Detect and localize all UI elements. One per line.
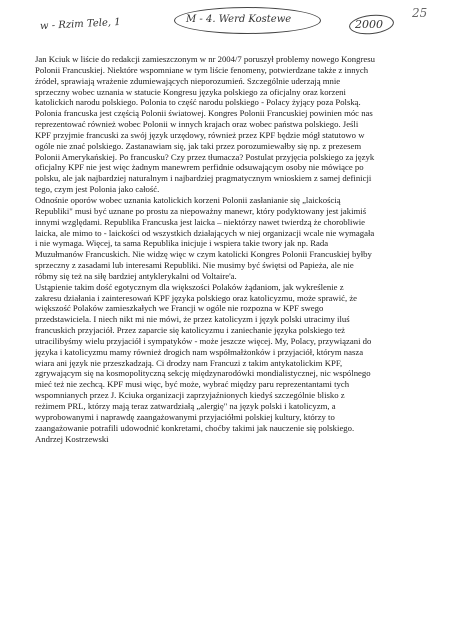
letter-line: wiara ani język nie przeszkadzają. Ci drodzy nam Francuzi z takim antykatolickim KPF,	[35, 357, 343, 368]
handwritten-page-number: 25	[412, 6, 428, 20]
letter-line: wyprobowanymi i naprawdę zaangażowanymi przyjaciółmi polskiej kultury, którzy to	[35, 411, 335, 422]
letter-line: języka i katolicyzmu mamy również drogich nam współmałżonków i przyjaciół, którym nasza	[35, 346, 364, 357]
letter-line: i nie wymaga. Więcej, ta sama Republika inicjuje i wspiera takie twory jak np. Rada	[35, 238, 329, 249]
letter-line: Polonii Amerykańskiej. Po francusku? Czy przez tłumacza? Postulat przyjęcia polskiego za język	[35, 151, 375, 162]
letter-line: Polonii Francuskiej. Niektóre wspomniane w tym liście fenomeny, potwierdzane także z innych	[35, 64, 369, 75]
letter-line: Republiki" musi być uznane po prostu za niepoważny manewr, który podyktowany jest jakimiś	[35, 205, 367, 216]
letter-line: oficjalny KPF nie jest więc żadnym manewrem perfidnie odsuwającym osoby nie mówiące po	[35, 162, 364, 173]
letter-line: źródeł, sprawiają wrażenie zdumiewających nieporozumień. Szczególnie uderzają mnie	[35, 75, 341, 86]
letter-line: zaangażowanie potrafili udowodnić konkretami, choćby takimi jak nauczenie się polskiego.	[35, 422, 355, 433]
letter-line: przedstawiciela. I niech nikt mi nie mówi, że przez katolicyzm i język polski utracimy iluś	[35, 314, 350, 325]
letter-line: utracilibyśmy wielu przyjaciół i sympatyków - może jeszcze więcej. My, Polacy, przywiązani do	[35, 335, 372, 346]
letter-line: Odnośnie oporów wobec uznania katolickich korzeni Polonii zasłanianie się „laickością	[35, 194, 341, 205]
letter-body	[35, 54, 430, 444]
letter-line: katolickich narodu polskiego. Polonia to część narodu polskiego - Polacy żyjący poza Polską.	[35, 97, 361, 108]
letter-line: reprezentować również wobec Polonii w innych krajach oraz wobec państwa polskiego. Jeśli	[35, 119, 359, 130]
letter-line: zakresu działania i zainteresowań KPF języka polskiego oraz katolicyzmu, może sprawić, że	[35, 292, 358, 303]
letter-line: KPF przyjmie francuski za swój język urzędowy, również przez KPF będzie mógł statutowo w	[35, 129, 365, 140]
letter-line: innymi względami. Republika Francuska jest laicka – niektórzy nawet twierdzą że chorobliwie	[35, 216, 366, 227]
letter-line: zgrywającym się na kosmopolityczną sekcję międzynarodówki mondialistycznej, nic wspólnego	[35, 368, 371, 379]
letter-line: reżimem PRL, którzy mają teraz zatwardziałą „alergię" na język polski i katolicyzm, a	[35, 401, 336, 411]
letter-line: róbmy się też na siłę bardziej antyklerykalni od Voltaire'a.	[35, 270, 237, 281]
letter-line: Andrzej Kostrzewski	[35, 433, 109, 444]
letter-line: mieć też nie zechcą. KPF musi więc, być może, wybrać między paru reprezentantami tych	[35, 379, 350, 390]
letter-line: sprzeczny z zasadami lub interesami Republiki. Nie musimy być świętsi od Papieża, ale nie	[35, 260, 354, 271]
handwritten-source-note: w - Rzim Tele, 1	[39, 16, 121, 33]
handwritten-date-author-note: M - 4. Werd Kostewe	[186, 14, 292, 25]
letter-line: większość Polaków zamieszkałych we Francji w ogóle nie rozpozna w KPF swego	[35, 303, 324, 314]
letter-line: wspomnianych przez J. Kciuka organizacji zaprzyjaźnionych kiedyś szczególnie blisko z	[35, 390, 345, 401]
letter-line: laicka, ale mimo to - laickości od wszystkich działających w niej organizacji wcale nie wymagała	[35, 227, 375, 238]
letter-line: sprzeczny wobec uznania w statucie Kongresu języka polskiego za oficjalny oraz korzeni	[35, 86, 346, 97]
letter-line: polsku, ale jak najbardziej naturalnym i najbardziej pragmatycznym wnioskiem z samej definicji	[35, 173, 372, 184]
letter-line: Jan Kciuk w liście do redakcji zamieszczonym w nr 2004/7 poruszył problemy nowego Kongresu	[35, 54, 375, 64]
letter-line: Polonia francuska jest częścią Polonii światowej. Kongres Polonii Francuskiej powinien móc nas	[35, 108, 373, 119]
letter-line: ogóle nie znać polskiego. Zastanawiam się, jak taki przez porozumiewałby się np. z prezesem	[35, 140, 362, 151]
letter-line: Ustąpienie takim dość egotycznym dla większości Polaków żądaniom, jak wykreślenie z	[35, 281, 344, 292]
letter-line: Muzułmanów Francuskich. Nie widzę więc w czym katolicki Kongres Polonii Francuskiej byłby	[35, 249, 372, 260]
letter-line: francuskich przyjaciół. Przez zaparcie się katolicyzmu i zaniechanie języka polskiego też	[35, 325, 345, 336]
handwritten-year-note: 2000	[355, 18, 383, 31]
letter-line: tego, czym jest Polonia jako całość.	[35, 184, 160, 195]
